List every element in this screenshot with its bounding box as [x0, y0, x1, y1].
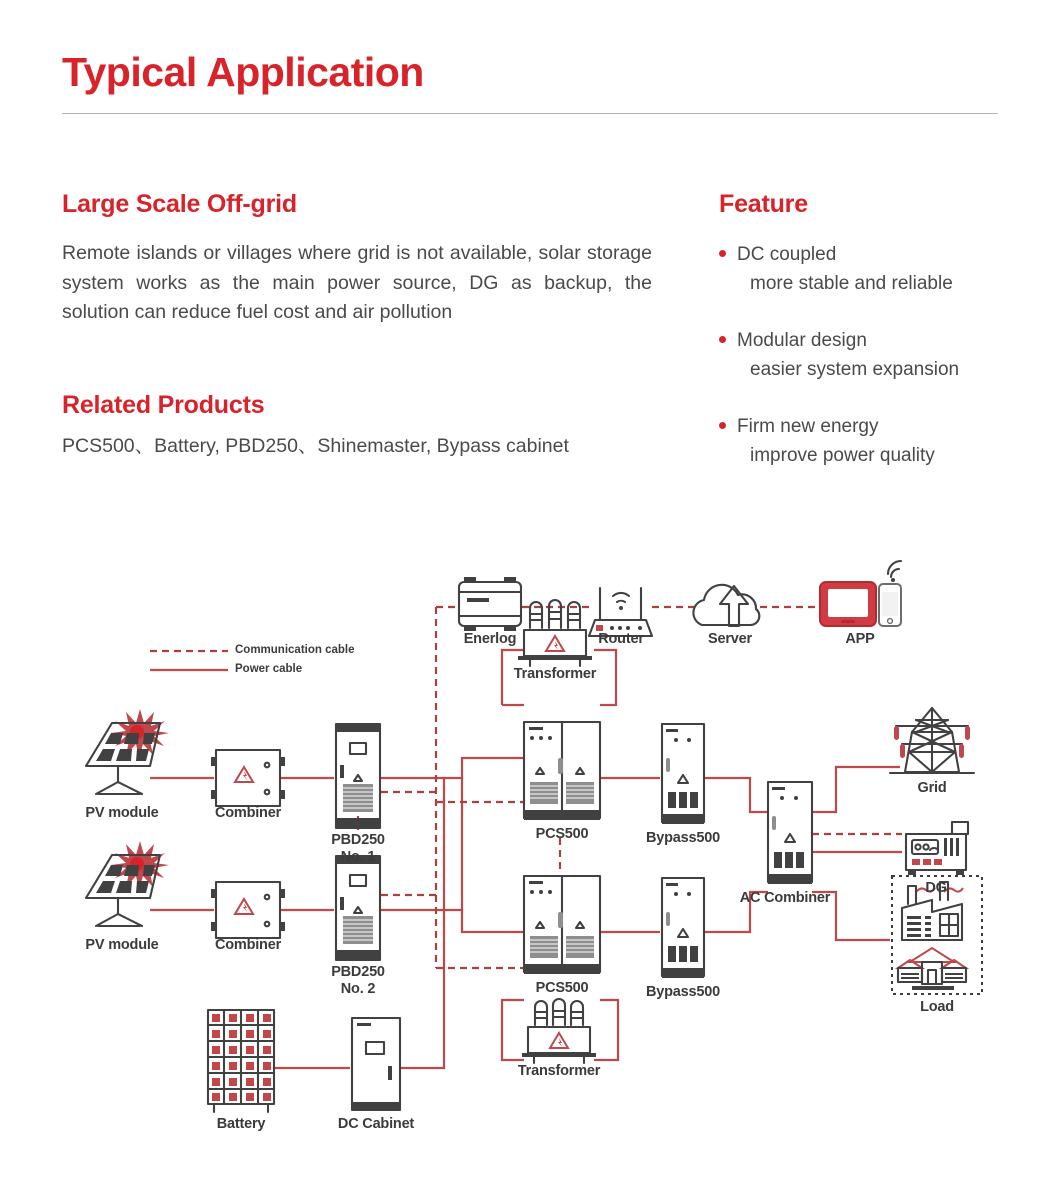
section-title-related-products: Related Products: [62, 391, 265, 419]
page-title: Typical Application: [62, 49, 424, 95]
legend-label-communication: Communication cable: [235, 644, 355, 656]
label-grid: Grid: [917, 780, 947, 796]
label-pbd250-no1-line2: No. 1: [340, 849, 376, 865]
label-bypass500-2: Bypass500: [646, 984, 720, 1000]
label-pcs500-1: PCS500: [535, 826, 589, 842]
feature-line-1: Firm new energy: [737, 416, 879, 437]
feature-item: [719, 412, 1019, 470]
label-combiner-2: Combiner: [214, 937, 282, 953]
server-cloud-icon: [693, 585, 759, 626]
pv-module-1-icon: [86, 709, 169, 794]
label-bypass500-1: Bypass500: [646, 830, 720, 846]
pcs500-1-icon: [524, 722, 600, 820]
dg-generator-icon: [906, 822, 968, 875]
feature-item: [719, 326, 1019, 384]
feature-item: [719, 240, 1019, 298]
title-divider: [62, 113, 998, 114]
section-title-feature: Feature: [719, 190, 808, 218]
label-pbd250-no1-line1: PBD250: [331, 832, 385, 848]
label-dc-cabinet: DC Cabinet: [337, 1116, 415, 1132]
label-pbd250-no2: [308, 964, 408, 998]
system-architecture-diagram: [0, 520, 1060, 1197]
label-app: APP: [845, 631, 875, 647]
label-pv-module-1: PV module: [85, 805, 159, 821]
transformer-bottom-icon: [522, 999, 596, 1063]
feature-list: [719, 240, 1019, 498]
label-pbd250-no1: [308, 832, 408, 866]
bullet-icon: [719, 336, 726, 343]
feature-line-2: improve power quality: [750, 445, 935, 466]
label-enerlog: Enerlog: [463, 631, 517, 647]
bullet-icon: [719, 250, 726, 257]
label-pcs500-2: PCS500: [535, 980, 589, 996]
label-pv-module-2: PV module: [85, 937, 159, 953]
combiner-1-icon: [211, 750, 285, 806]
router-icon: [589, 588, 652, 636]
label-battery: Battery: [216, 1116, 266, 1132]
house-icon: [898, 948, 966, 990]
pcs500-2-icon: [524, 876, 600, 974]
label-transformer-bottom: Transformer: [517, 1063, 601, 1079]
pbd250-no2-icon: [336, 856, 380, 960]
label-ac-combiner: AC Combiner: [739, 890, 831, 906]
label-server: Server: [708, 631, 752, 647]
combiner-2-icon: [211, 882, 285, 938]
label-dg: DG: [925, 880, 947, 896]
dc-cabinet-icon: [352, 1018, 400, 1111]
diagram-canvas: [0, 520, 1060, 1197]
pbd250-no1-icon: [336, 724, 380, 828]
ac-combiner-icon: [768, 782, 812, 884]
bullet-icon: [719, 422, 726, 429]
enerlog-icon: [459, 577, 521, 631]
offgrid-description: Remote islands or villages where grid is not available, solar storage system works as the main power source, DG as backup, the solution can reduce fuel cost and air pollution: [62, 242, 652, 323]
label-router: Router: [598, 631, 644, 647]
grid-tower-icon: [890, 708, 974, 773]
bypass500-2-icon: [662, 878, 704, 978]
feature-line-1: DC coupled: [737, 244, 837, 265]
label-pbd250-no2-line2: No. 2: [340, 981, 376, 997]
label-load: Load: [920, 999, 954, 1015]
feature-line-2: more stable and reliable: [750, 273, 953, 294]
related-products-list: PCS500、Battery, PBD250、Shinemaster, Bypass cabinet: [62, 435, 569, 457]
label-combiner-1: Combiner: [214, 805, 282, 821]
battery-rack-icon: [208, 1010, 274, 1112]
label-transformer-top: Transformer: [513, 666, 597, 682]
section-title-large-scale-offgrid: Large Scale Off-grid: [62, 190, 297, 218]
app-icon: [820, 561, 901, 626]
pv-module-2-icon: [86, 841, 169, 926]
feature-line-1: Modular design: [737, 330, 867, 351]
legend-label-power: Power cable: [235, 663, 303, 675]
feature-line-2: easier system expansion: [750, 359, 960, 380]
bypass500-1-icon: [662, 724, 704, 824]
label-pbd250-no2-line1: PBD250: [331, 964, 385, 980]
